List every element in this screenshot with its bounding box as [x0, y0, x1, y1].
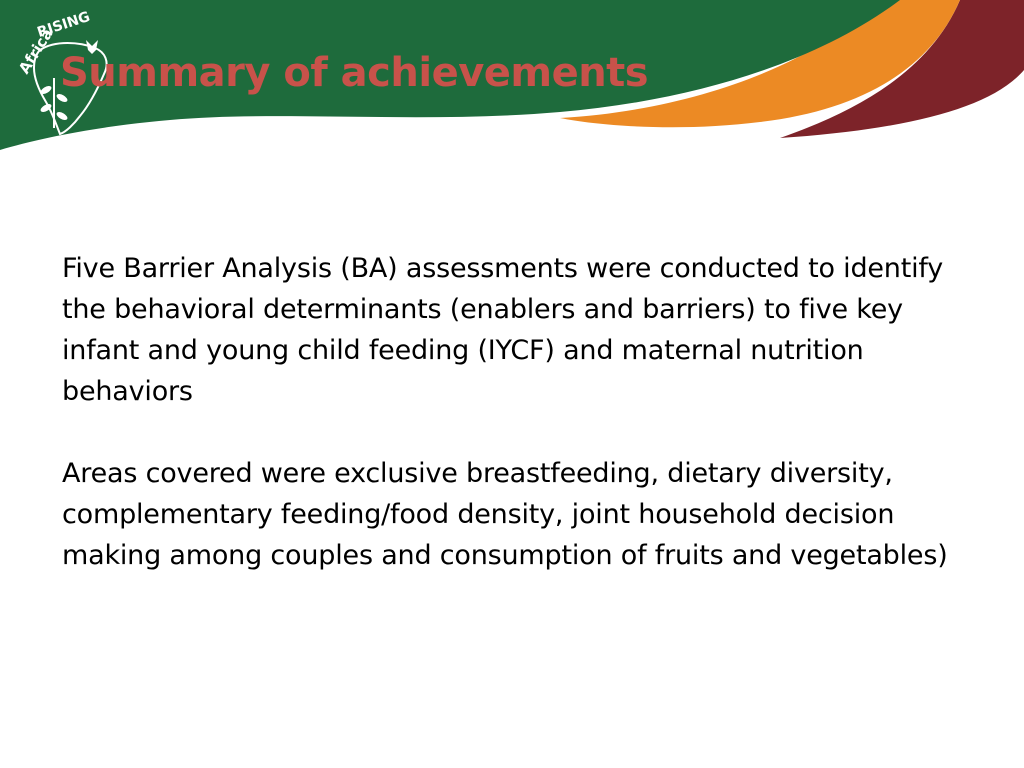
paragraph-barrier-analysis: Five Barrier Analysis (BA) assessments were conducted to identify the behavioral determinants (enablers and barriers) to five key infant and young child feeding (IYCF) and maternal nutrition behaviors: [62, 253, 944, 407]
svg-text:Africa: Africa: [15, 25, 57, 77]
slide-body: [62, 248, 982, 617]
svg-text:RISING: RISING: [35, 8, 93, 41]
paragraph-areas-covered: Areas covered were exclusive breastfeeding, dietary diversity, complementary feeding/food density, joint household decision making among couples and consumption of fruits and vegetables): [62, 458, 948, 571]
slide-title: Summary of achievements: [60, 50, 649, 96]
